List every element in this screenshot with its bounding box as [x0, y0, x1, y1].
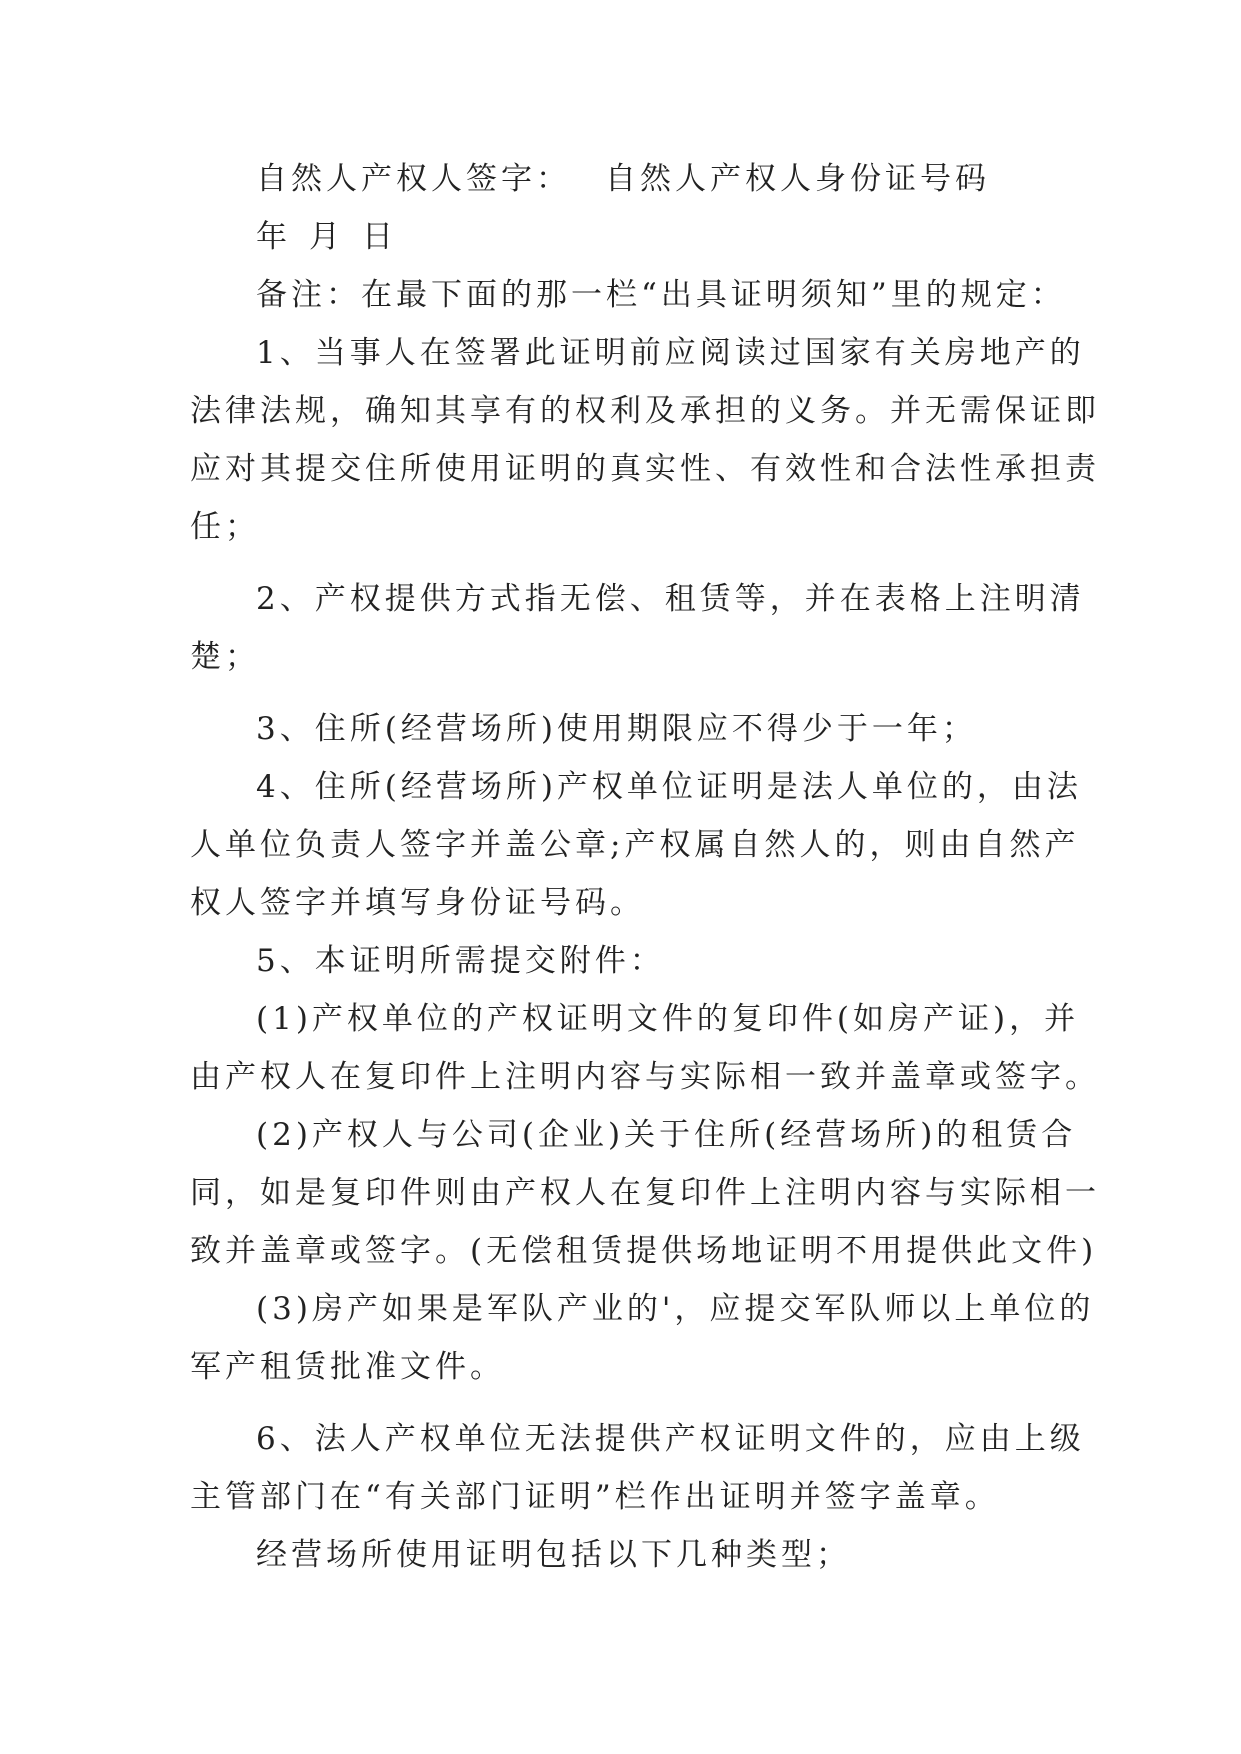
- paragraph-line: 军产租赁批准文件。: [190, 1349, 505, 1385]
- note-item-3: [190, 700, 1070, 758]
- closing-line: 经营场所使用证明包括以下几种类型；: [256, 1537, 851, 1573]
- note-item-1: [190, 324, 1100, 556]
- date-month: 月: [309, 219, 344, 255]
- signature-label: 自然人产权人签字：: [256, 161, 571, 197]
- id-number-label: 自然人产权人身份证号码: [605, 161, 990, 197]
- paragraph-line: 人单位负责人签字并盖公章;产权属自然人的，则由自然产: [190, 827, 1080, 863]
- paragraph-line: 由产权人在复印件上注明内容与实际相一致并盖章或签字。: [190, 1059, 1100, 1095]
- paragraph-line: 任；: [190, 509, 260, 545]
- document-page: [190, 150, 1100, 1584]
- paragraph-line: 楚；: [190, 639, 260, 675]
- paragraph-line: (1)产权单位的产权证明文件的复印件(如房产证)，并: [256, 1001, 1080, 1037]
- paragraph-line: (3)房产如果是军队产业的'，应提交军队师以上单位的: [256, 1291, 1095, 1327]
- paragraph-line: 致并盖章或签字。(无偿租赁提供场地证明不用提供此文件): [190, 1233, 1098, 1269]
- paragraph-line: 5、本证明所需提交附件：: [256, 943, 665, 979]
- note-item-5-3: [190, 1280, 1095, 1396]
- note-item-5-2: [190, 1106, 1100, 1280]
- paragraph-line: 应对其提交住所使用证明的真实性、有效性和合法性承担责: [190, 451, 1100, 487]
- paragraph-line: 1、当事人在签署此证明前应阅读过国家有关房地产的: [256, 335, 1085, 371]
- paragraph-line: 2、产权提供方式指无偿、租赁等，并在表格上注明清: [256, 581, 1085, 617]
- paragraph-line: 权人签字并填写身份证号码。: [190, 885, 645, 921]
- note-item-6: [190, 1410, 1085, 1526]
- paragraph-line: 同，如是复印件则由产权人在复印件上注明内容与实际相一: [190, 1175, 1100, 1211]
- note-item-5-1: [190, 990, 1100, 1106]
- paragraph-line: 6、法人产权单位无法提供产权证明文件的，应由上级: [256, 1421, 1085, 1457]
- date-day: 日: [362, 219, 397, 255]
- note-item-4: [190, 758, 1082, 932]
- note-heading: 备注：在最下面的那一栏“出具证明须知”里的规定：: [256, 277, 1066, 313]
- note-item-5: [190, 932, 1070, 990]
- paragraph-line: 法律法规，确知其享有的权利及承担的义务。并无需保证即: [190, 393, 1100, 429]
- paragraph-line: 4、住所(经营场所)产权单位证明是法人单位的，由法: [256, 769, 1082, 805]
- paragraph-line: 3、住所(经营场所)使用期限应不得少于一年；: [256, 711, 977, 747]
- signature-line: [190, 150, 1070, 208]
- paragraph-line: 主管部门在“有关部门证明”栏作出证明并签字盖章。: [190, 1479, 1000, 1515]
- note-item-2: [190, 570, 1085, 686]
- date-year: 年: [256, 219, 291, 255]
- paragraph-line: (2)产权人与公司(企业)关于住所(经营场所)的租赁合: [256, 1117, 1077, 1153]
- date-line: [190, 208, 1070, 266]
